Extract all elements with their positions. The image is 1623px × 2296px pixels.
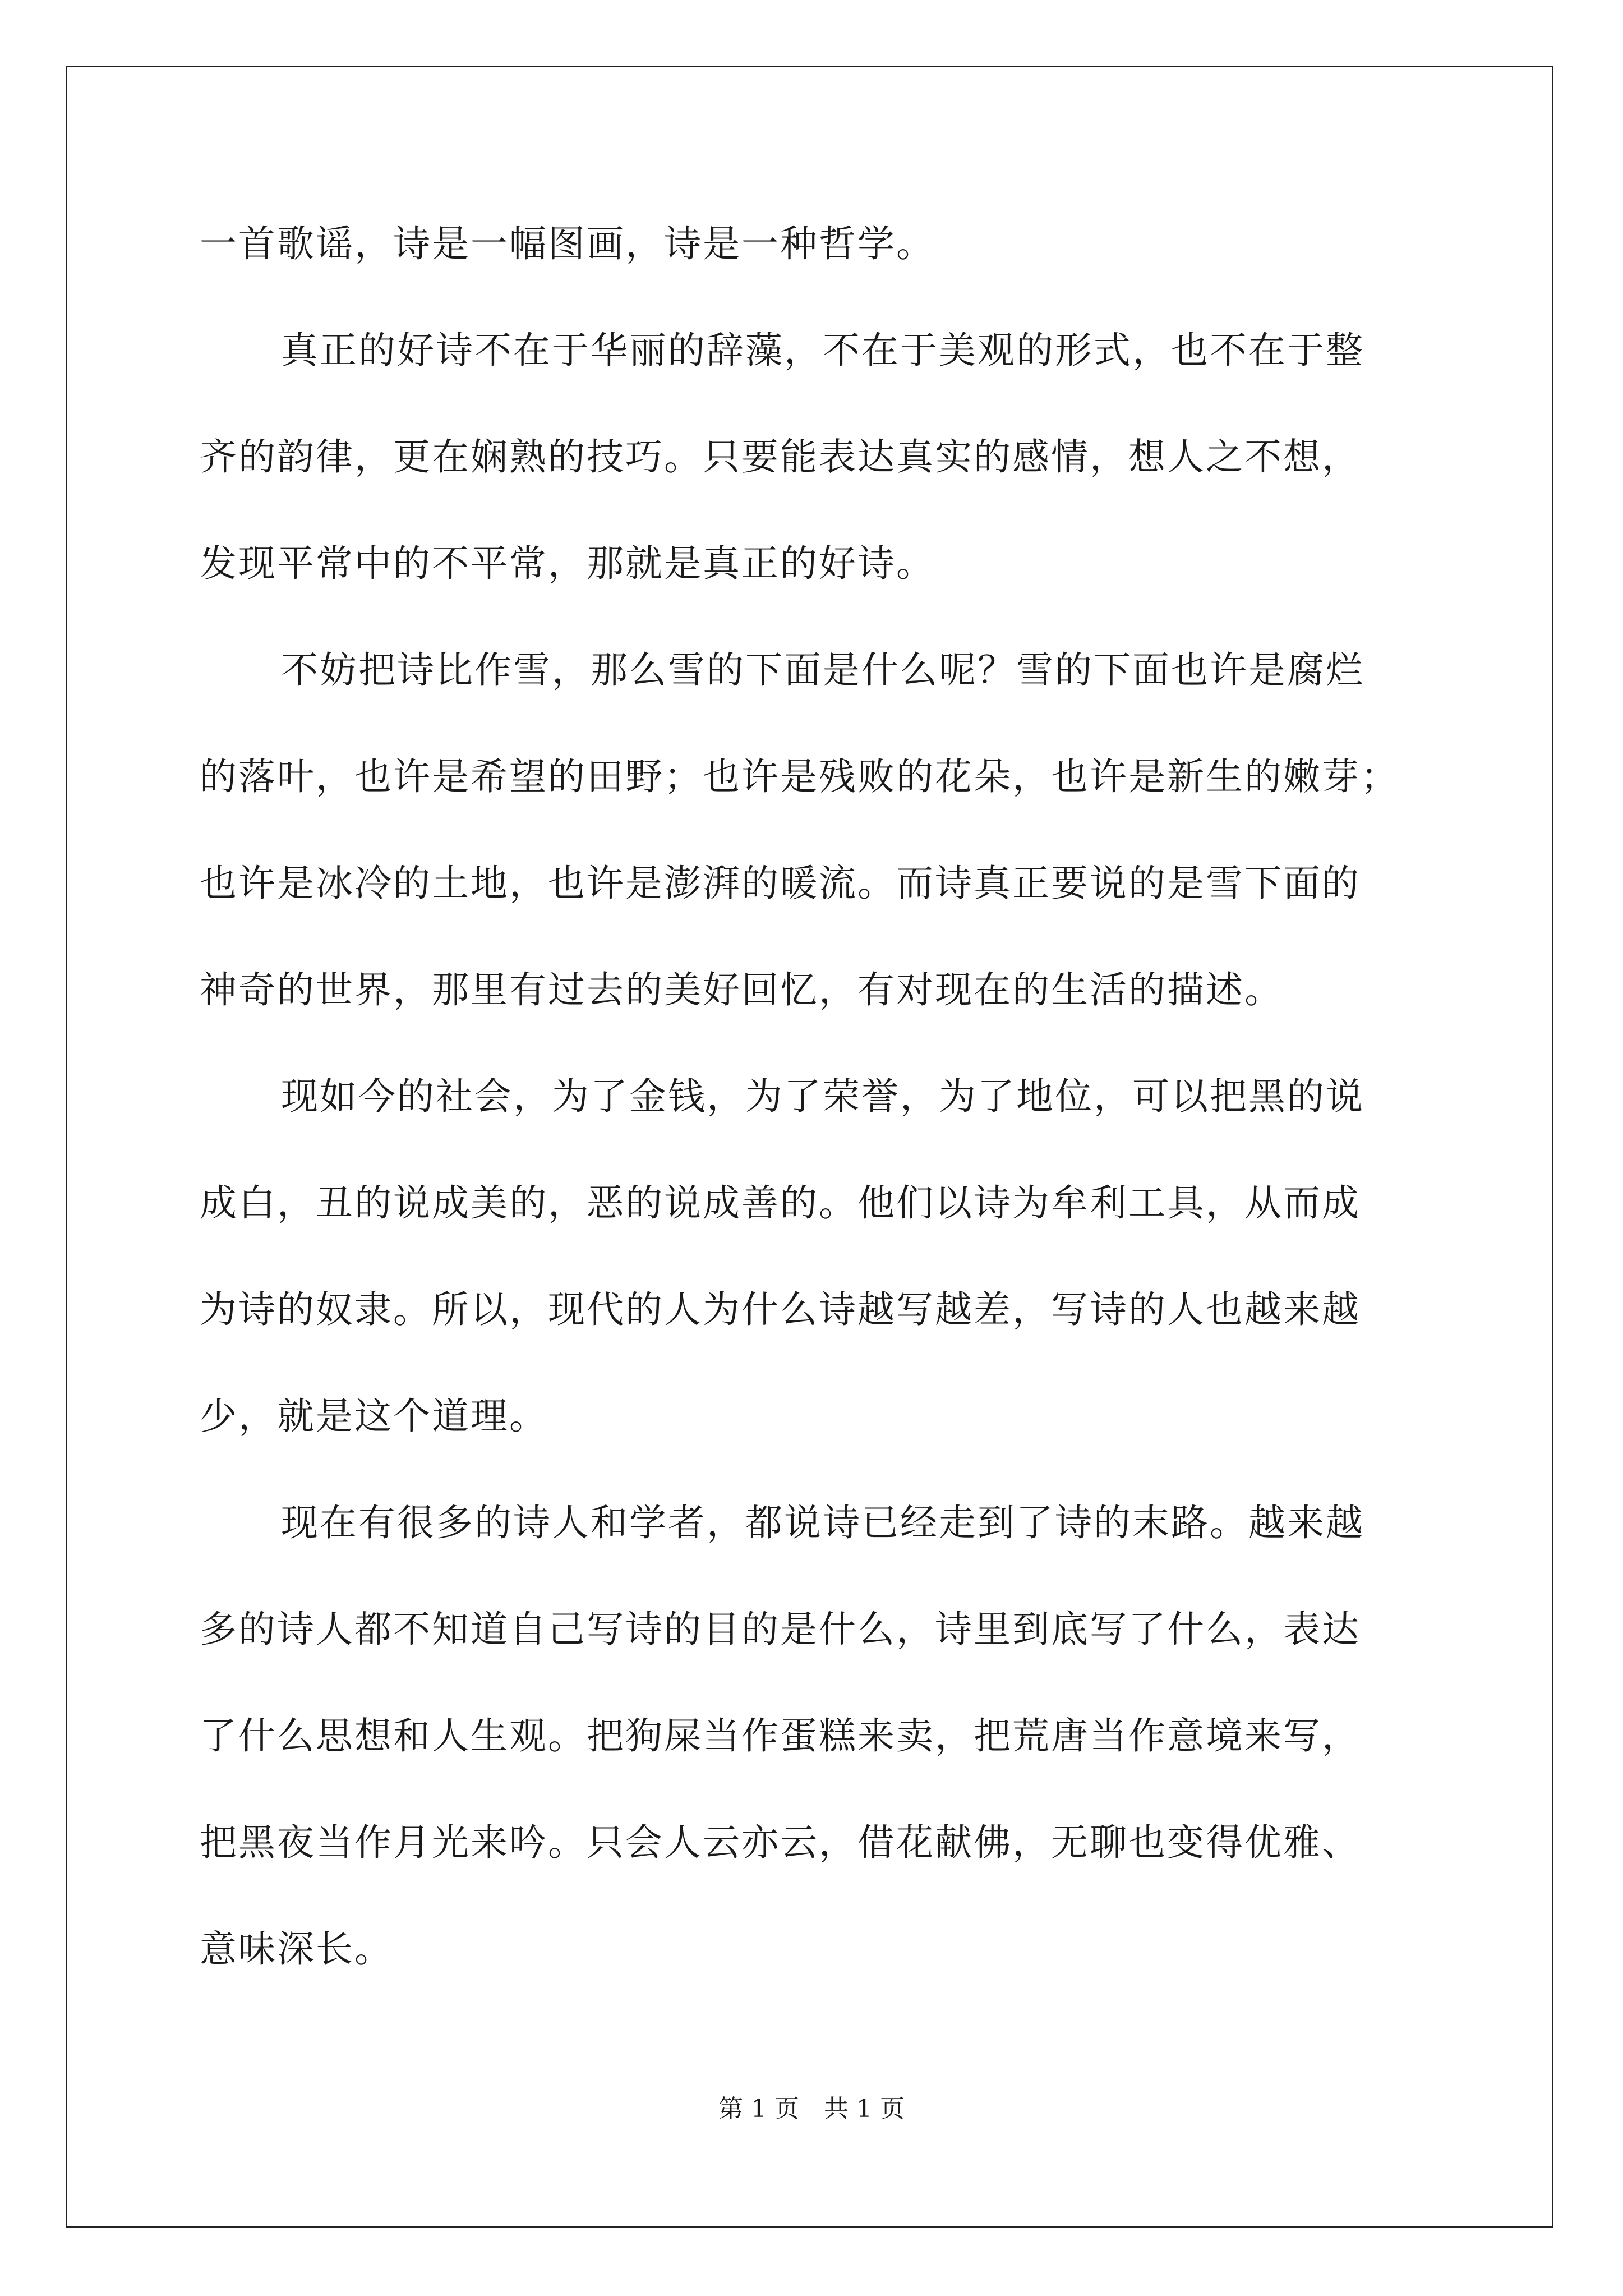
text-line: 多的诗人都不知道自己写诗的目的是什么，诗里到底写了什么，表达 xyxy=(200,1608,1361,1651)
text-line: 了什么思想和人生观。把狗屎当作蛋糕来卖，把荒唐当作意境来写， xyxy=(200,1714,1361,1757)
text-line: 也许是冰冷的土地，也许是澎湃的暖流。而诗真正要说的是雪下面的 xyxy=(200,862,1361,905)
text-line: 现在有很多的诗人和学者，都说诗已经走到了诗的末路。越来越 xyxy=(281,1501,1364,1544)
text-line: 成白，丑的说成美的，恶的说成善的。他们以诗为牟利工具，从而成 xyxy=(200,1181,1361,1225)
text-line: 现如今的社会，为了金钱，为了荣誉，为了地位，可以把黑的说 xyxy=(281,1075,1364,1118)
text-line: 真正的好诗不在于华丽的辞藻，不在于美观的形式，也不在于整 xyxy=(281,329,1364,372)
page-total: 共 1 页 xyxy=(824,2095,905,2123)
text-line: 不妨把诗比作雪，那么雪的下面是什么呢？雪的下面也许是腐烂 xyxy=(281,648,1364,692)
text-line: 的落叶，也许是希望的田野；也许是残败的花朵，也许是新生的嫩芽； xyxy=(200,755,1399,798)
text-line: 少，就是这个道理。 xyxy=(200,1395,548,1438)
text-line: 一首歌谣，诗是一幅图画，诗是一种哲学。 xyxy=(200,222,935,265)
text-line: 发现平常中的不平常，那就是真正的好诗。 xyxy=(200,542,935,585)
text-line: 为诗的奴隶。所以，现代的人为什么诗越写越差，写诗的人也越来越 xyxy=(200,1288,1361,1331)
text-line: 齐的韵律，更在娴熟的技巧。只要能表达真实的感情，想人之不想， xyxy=(200,435,1361,478)
document-body xyxy=(200,191,1433,2003)
page-footer xyxy=(0,2092,1623,2126)
page-number: 第 1 页 xyxy=(718,2095,799,2123)
text-line: 意味深长。 xyxy=(200,1927,393,1971)
text-line: 把黑夜当作月光来吟。只会人云亦云，借花献佛，无聊也变得优雅、 xyxy=(200,1821,1361,1864)
text-line: 神奇的世界，那里有过去的美好回忆，有对现在的生活的描述。 xyxy=(200,968,1283,1011)
